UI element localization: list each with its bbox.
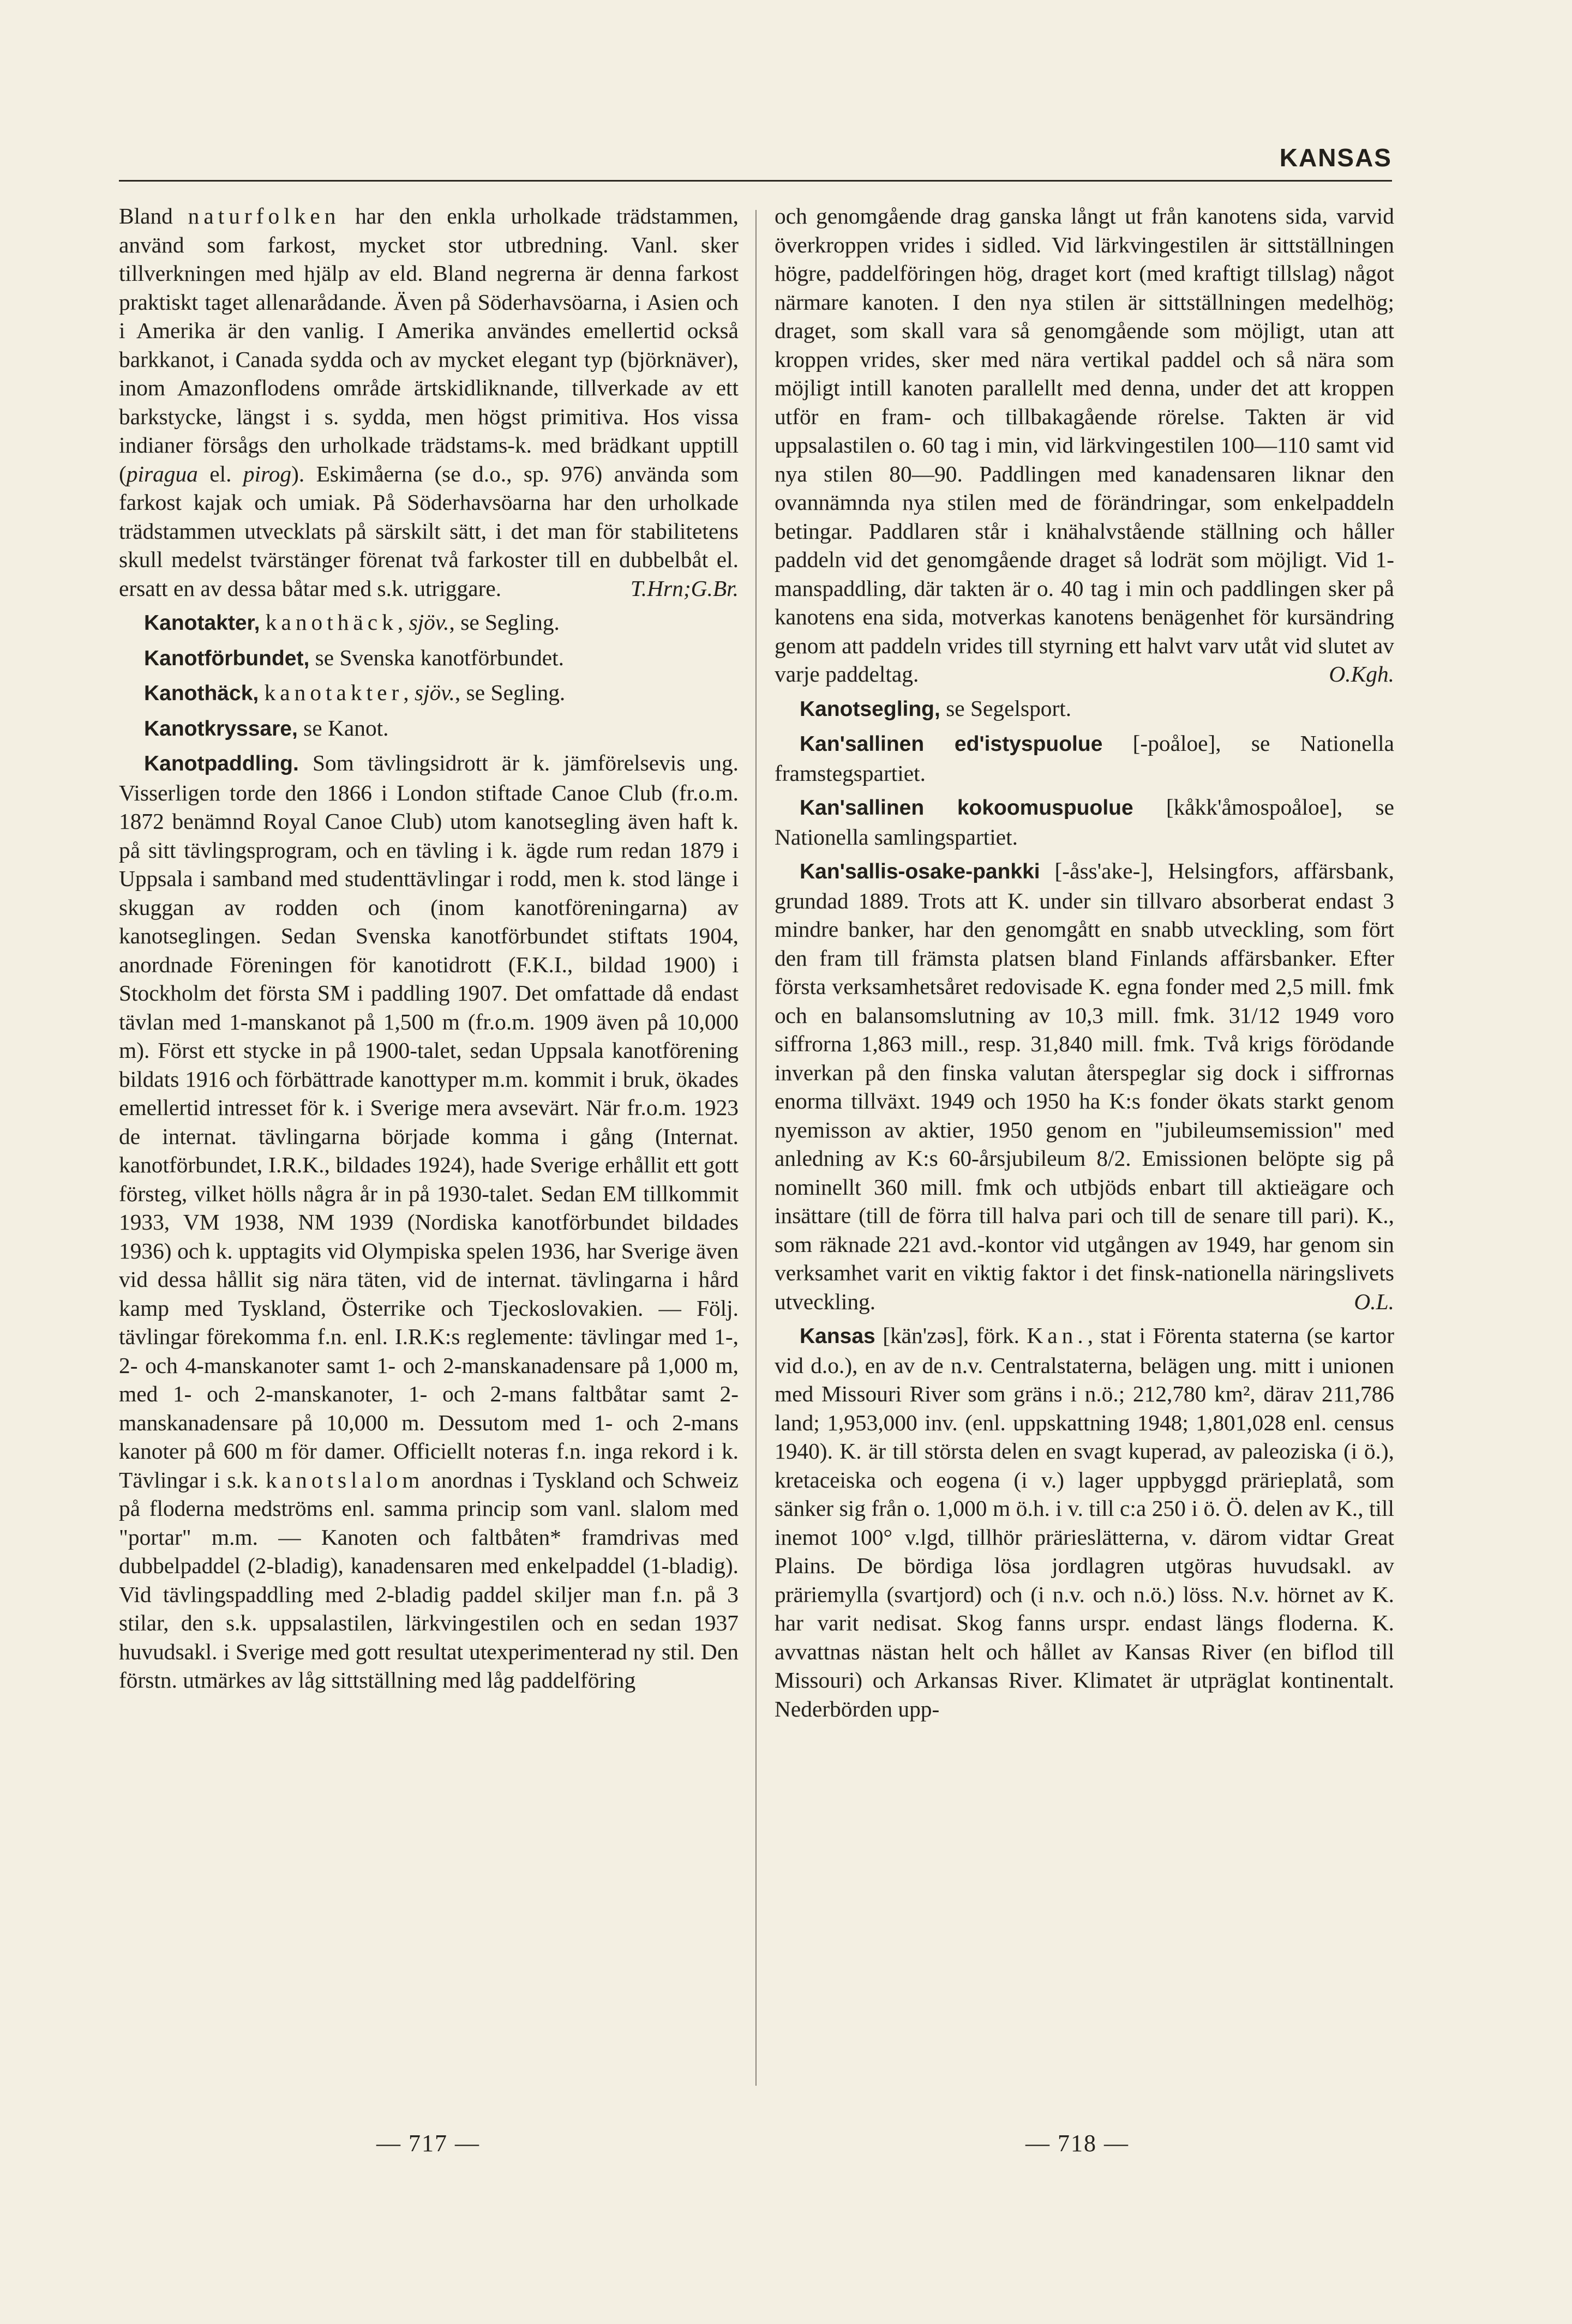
- entry-text: se Segelsport.: [940, 695, 1072, 721]
- header-rule: [119, 180, 1392, 182]
- entry-term: Kan'sallinen kokoomuspuolue: [800, 796, 1133, 820]
- italic-term: piragua: [126, 461, 198, 486]
- entry-term: Kanotpaddling.: [144, 752, 299, 775]
- entry-term: Kanotkryssare,: [144, 717, 298, 740]
- entry-kanothack: [119, 678, 739, 708]
- spaced-term: naturfolken: [188, 203, 340, 228]
- entry-kanotkryssare: [119, 714, 739, 744]
- right-column: [775, 202, 1394, 2088]
- entry-kansas: [775, 1321, 1394, 1723]
- entry-text: ,: [403, 680, 415, 705]
- entry-text: Bland: [119, 203, 188, 228]
- entry-text: [-åss'ake-], Helsingfors, affärsbank, grundad 1889. Trots att K. under sin tillvaro absorberat endast 3 mindre banker, har den genomgått en snabb utveckling, som fört den fram till främsta platsen bland Finlands affärsbanker. Efter första verksamhetsåret redovisade K. egna fonder med 2,5 mill. fmk och en balansomslutning av 10,3 mill. fmk. 31/12 1949 voro siffrorna 1,863 mill., resp. 31,840 mill. fmk. Två krigs förödande inverkan på den finska valutan återspeglar sig dock i siffrornas enorma tillväxt. 1949 och 1950 ha K:s fonder ökats starkt genom nyemisson av aktier, 1950 genom en "jubileumsemission" med anledning av K:s 60-årsjubileum 8/2. Emissionen belöpte sig på nominellt 360 mill. fmk och utbjöds enbart till aktieägare och insättare (till de förra till halva pari och till de senare till pari). K., som räknade 221 avd.-kontor vid utgången av 1949, har genom sin verksamhet varit en viktig faktor i det finsk-nationella näringslivets utveckling.: [775, 858, 1394, 1314]
- spaced-term: kanotslalom: [266, 1467, 424, 1492]
- entry-text: se Kanot.: [297, 715, 389, 740]
- author-signature: T.Hrn;G.Br.: [630, 575, 739, 601]
- entry-edistyspuolue: [775, 729, 1394, 787]
- entry-text: ). Eskimåerna (se d.o., sp. 976) använda som farkost kajak och umiak. På Söderhavsöarna har den urholkade trädstammen utvecklats på särskilt sätt, i det man för stabilitetens skull medelst tvärstänger förenat två farkoster till en dubbelbåt el. ersatt en av dessa båtar med s.k. utriggare.: [119, 461, 739, 601]
- entry-term: Kanotakter,: [144, 611, 260, 635]
- entry-term: Kanotsegling,: [800, 697, 940, 721]
- entry-paragraph: [119, 202, 739, 603]
- spaced-term: kanothäck: [265, 610, 398, 635]
- entry-kansallis-osake-pankki: [775, 857, 1394, 1316]
- author-signature: O.Kgh.: [1329, 661, 1394, 687]
- entry-kanotakter: [119, 608, 739, 638]
- entry-text: och genomgående drag ganska långt ut från kanotens sida, varvid överkroppen vrides i sidled. Vid lärkvingestilen är sittställningen högre, paddelföringen hög, draget kort (med kraftigt tillslag) något närmare kanoten. I den nya stilen är sittställningen medelhög; draget, som skall vara så genomgående som möjligt, utan att kroppen vrides, sker med nära vertikal paddel och så nära som möjligt intill kanoten parallellt med denna, under det att kroppen utför en fram- och tillbakagående rörelse. Takten är vid uppsalastilen o. 60 tag i min, vid lärkvingestilen 100—110 samt vid nya stilen 80—90. Paddlingen med kanadensaren liknar den ovannämnda nya stilen med de förändringar, som enkelpaddeln betingar. Paddlaren står i knähalvstående ställning och håller paddeln vid det genomgående draget så lodrät som möjligt. Vid 1-manspaddling, där takten är o. 40 tag i min och paddlingen sker på kanotens ena sida, motverkas kanotens benägenhet för kursändring genom att paddeln vrides till styrning ett halvt varv utåt vid slutet av varje paddeltag.: [775, 203, 1394, 687]
- column-divider: [755, 210, 757, 2086]
- italic-term: pirog: [243, 461, 292, 486]
- entry-term: Kanothäck,: [144, 682, 259, 705]
- entry-text: se Svenska kanotförbundet.: [309, 645, 564, 670]
- spaced-term: Kan.: [1027, 1323, 1088, 1348]
- entry-text: [kän'zəs], förk.: [875, 1323, 1027, 1348]
- entry-text: , se Segling.: [454, 680, 566, 705]
- entry-text: ,: [397, 610, 409, 635]
- author-signature: O.L.: [1354, 1289, 1394, 1314]
- entry-kanotpaddling: [119, 749, 739, 1695]
- left-column: [119, 202, 739, 2088]
- entry-text: el.: [197, 461, 243, 486]
- spaced-term: kanotakter: [264, 680, 404, 705]
- entry-text: [-poåloe], se Nationella framstegspartiet.: [775, 731, 1394, 786]
- entry-text: anordnas i Tyskland och Schweiz på floderna medströms enl. samma princip som vanl. slalom med "portar" m.m. — Kanoten och faltbåten* framdrivas med dubbelpaddel (2-bladig), kanadensaren med enkelpaddel (1-bladig). Vid tävlingspaddling med 2-bladig paddel skiljer man f.n. på 3 stilar, den s.k. uppsalastilen, lärkvingestilen och en sedan 1937 huvudsakl. i Sverige med gott resultat utexperimenterad ny stil. Den förstn. utmärkes av låg sittställning med låg paddelföring: [119, 1467, 739, 1693]
- entry-kanotforbundet: [119, 643, 739, 673]
- entry-term: Kan'sallis-osake-pankki: [800, 860, 1040, 883]
- entry-term: Kansas: [800, 1324, 875, 1348]
- page-number-left: — 717 —: [376, 2130, 480, 2157]
- entry-text: , se Segling.: [449, 610, 560, 635]
- entry-text: Som tävlingsidrott är k. jämförelsevis ung. Visserligen torde den 1866 i London stiftade Canoe Club (fr.o.m. 1872 benämnd Royal Canoe Club) utom kanotsegling även haft k. på sitt tävlingsprogram, och en tävling i k. ägde rum redan 1879 i Uppsala i samband med studenttävlingar i rodd, men k. stod länge i skuggan av rodden och (inom kanotföreningarna) av kanotseglingen. Sedan Svenska kanotförbundet stiftats 1904, anordnade Föreningen för kanotidrott (F.K.I., bildad 1900) i Stockholm det första SM i paddling 1907. Det omfattade då endast tävlan med 1-manskanot på 1,500 m (fr.o.m. 1909 även på 10,000 m). Först ett stycke in på 1900-talet, sedan Uppsala kanotförening bildats 1916 och förbättrade kanottyper m.m. kommit i bruk, ökades emellertid intresset för k. i Sverige mera avsevärt. När fr.o.m. 1923 de internat. tävlingarna började komma i gång (Internat. kanotförbundet, I.R.K., bildades 1924), hade Sverige erhållit ett gott försteg, vilket hölls några år in på 1930-talet. Sedan EM tillkommit 1933, VM 1938, NM 1939 (Nordiska kanotförbundet bildades 1936) och k. upptagits vid Olympiska spelen 1936, har Sverige även vid dessa hållit sig nära täten, vid de internat. tävlingarna i hård kamp med Tyskland, Österrike och Tjeckoslovakien. — Följ. tävlingar förekomma f.n. enl. I.R.K:s reglemente: tävlingar med 1-, 2- och 4-manskanoter samt 1- och 2-manskanadensare på 1,000 m, med 1- och 2-manskanoter, 1- och 2-mans faltbåtar samt 2-manskanadensare på 10,000 m. Dessutom med 1- och 2-mans kanoter på 600 m för damer. Officiellt noteras f.n. inga rekord i k. Tävlingar i s.k.: [119, 750, 739, 1492]
- entry-text: [kåkk'åmospoåloe], se Nationella samlingspartiet.: [775, 794, 1394, 850]
- running-head: KANSAS: [1279, 143, 1392, 172]
- entry-term: Kan'sallinen ed'istyspuolue: [800, 732, 1103, 756]
- entry-text: har den enkla urholkade trädstammen, använd som farkost, mycket stor utbredning. Vanl. sker tillverkningen med hjälp av eld. Bland negrerna är denna farkost praktiskt taget allenarådande. Även på Söderhavsöarna, i Asien och i Amerika är den vanlig. I Amerika användes emellertid också barkkanot, i Canada sydda och av mycket elegant typ (björknäver), inom Amazonflodens område ärtskidliknande, tillverkade av ett barkstycke, längst i s. sydda, men högst primitiva. Hos vissa indianer försågs den urholkade trädstams-k. med brädkant upptill (: [119, 203, 739, 486]
- entry-term: Kanotförbundet,: [144, 646, 310, 670]
- entry-kanotsegling: [775, 694, 1394, 724]
- entry-kokoomuspuolue: [775, 793, 1394, 851]
- page-number-right: — 718 —: [1025, 2130, 1129, 2157]
- italic-term: sjöv.: [409, 610, 449, 635]
- italic-term: sjöv.: [414, 680, 455, 705]
- entry-text: , stat i Förenta staterna (se kartor vid d.o.), en av de n.v. Centralstaterna, belägen ung. mitt i unionen med Missouri River som gräns i n.ö.; 212,780 km², därav 211,786 land; 1,953,000 inv. (enl. uppskattning 1948; 1,801,028 enl. census 1940). K. är till största delen en svagt kuperad, av paleoziska (i ö.), kretaceiska och eogena (i v.) lager uppbyggd prärieplatå, som sänker sig från o. 1,000 m ö.h. i v. till c:a 250 i ö. Ö. delen av K., till inemot 100° v.lgd, tillhör prärieslätterna, v. därom vidtar Great Plains. De bördiga lösa jordlagren utgöras huvudsakl. av präriemylla (svartjord) och (i n.v. och n.ö.) löss. N.v. hörnet av K. har varit nedisat. Skog fanns urspr. endast längs floderna. K. avvattnas nästan helt och hållet av Kansas River (en biflod till Missouri) och Arkansas River. Klimatet är utpräglat kontinentalt. Nederbörden upp-: [775, 1323, 1394, 1721]
- entry-paragraph: [775, 202, 1394, 689]
